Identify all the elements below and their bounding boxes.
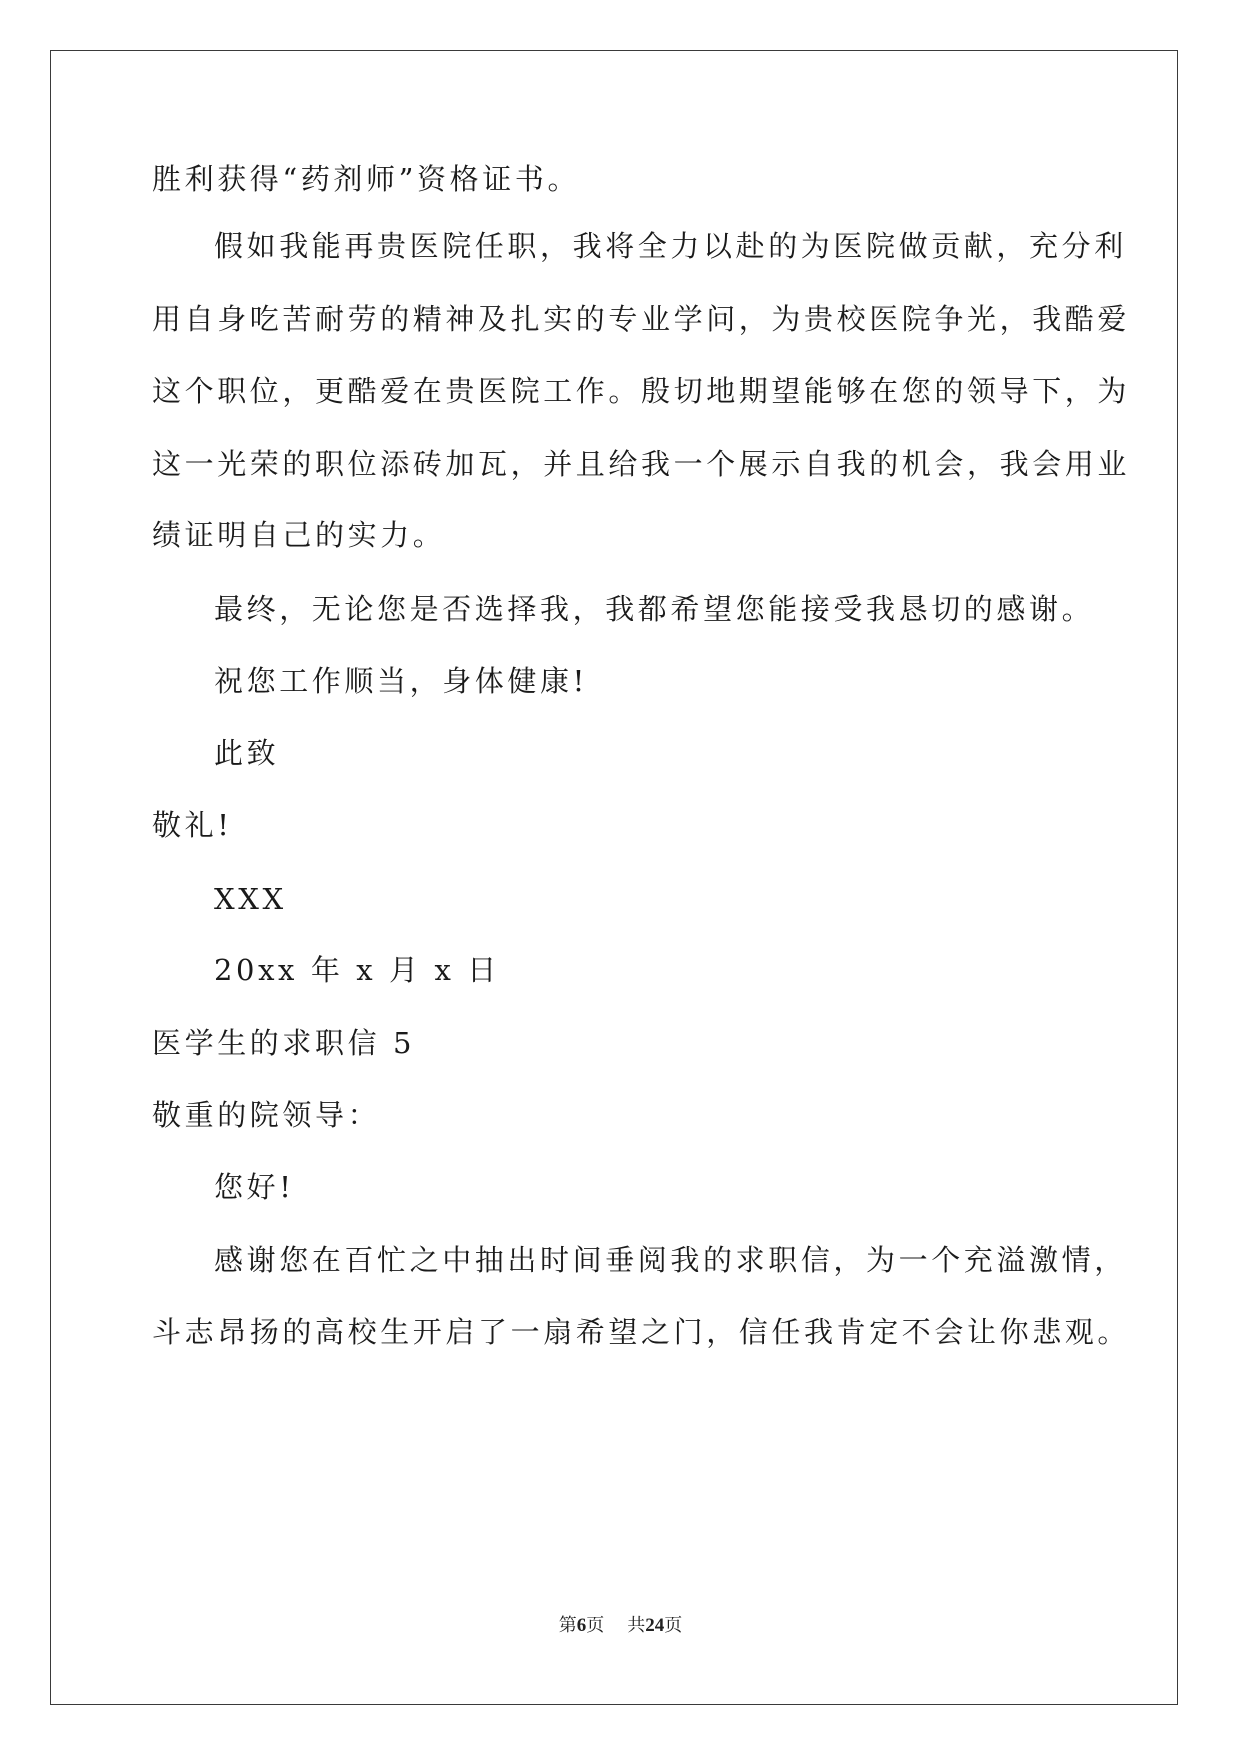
signature-name: XXX: [214, 882, 287, 916]
closing-regards: 敬礼!: [152, 808, 233, 842]
body-line: 祝您工作顺当，身体健康!: [214, 664, 588, 698]
body-line: 最终，无论您是否选择我，我都希望您能接受我恳切的感谢。: [214, 592, 1095, 626]
closing-salutation: 此致: [214, 736, 280, 770]
section-title: 医学生的求职信 5: [152, 1026, 416, 1060]
total-suffix: 页: [664, 1615, 683, 1636]
total-prefix: 共: [627, 1615, 646, 1636]
page-number: 6: [576, 1615, 587, 1636]
body-line: 这一光荣的职位添砖加瓦，并且给我一个展示自我的机会，我会用业: [152, 447, 1131, 481]
page-prefix: 第: [558, 1615, 577, 1636]
page-footer: [0, 1614, 1241, 1638]
body-line: 绩证明自己的实力。: [152, 518, 446, 552]
body-line: 假如我能再贵医院任职，我将全力以赴的为医院做贡献，充分利: [214, 229, 1127, 263]
body-line: 胜利获得“药剂师”资格证书。: [152, 162, 581, 196]
body-line: 斗志昂扬的高校生开启了一扇希望之门，信任我肯定不会让你悲观。: [152, 1315, 1131, 1349]
body-line: 用自身吃苦耐劳的精神及扎实的专业学问，为贵校医院争光，我酷爱: [152, 302, 1131, 336]
greeting: 敬重的院领导：: [152, 1098, 381, 1132]
signature-date: 20xx 年 x 月 x 日: [214, 953, 500, 987]
total-pages: 24: [645, 1615, 665, 1636]
greeting-hello: 您好!: [214, 1170, 295, 1204]
body-line: 这个职位，更酷爱在贵医院工作。殷切地期望能够在您的领导下，为: [152, 374, 1131, 408]
page-suffix: 页: [586, 1615, 605, 1636]
body-line: 感谢您在百忙之中抽出时间垂阅我的求职信，为一个充溢激情，: [214, 1243, 1127, 1277]
